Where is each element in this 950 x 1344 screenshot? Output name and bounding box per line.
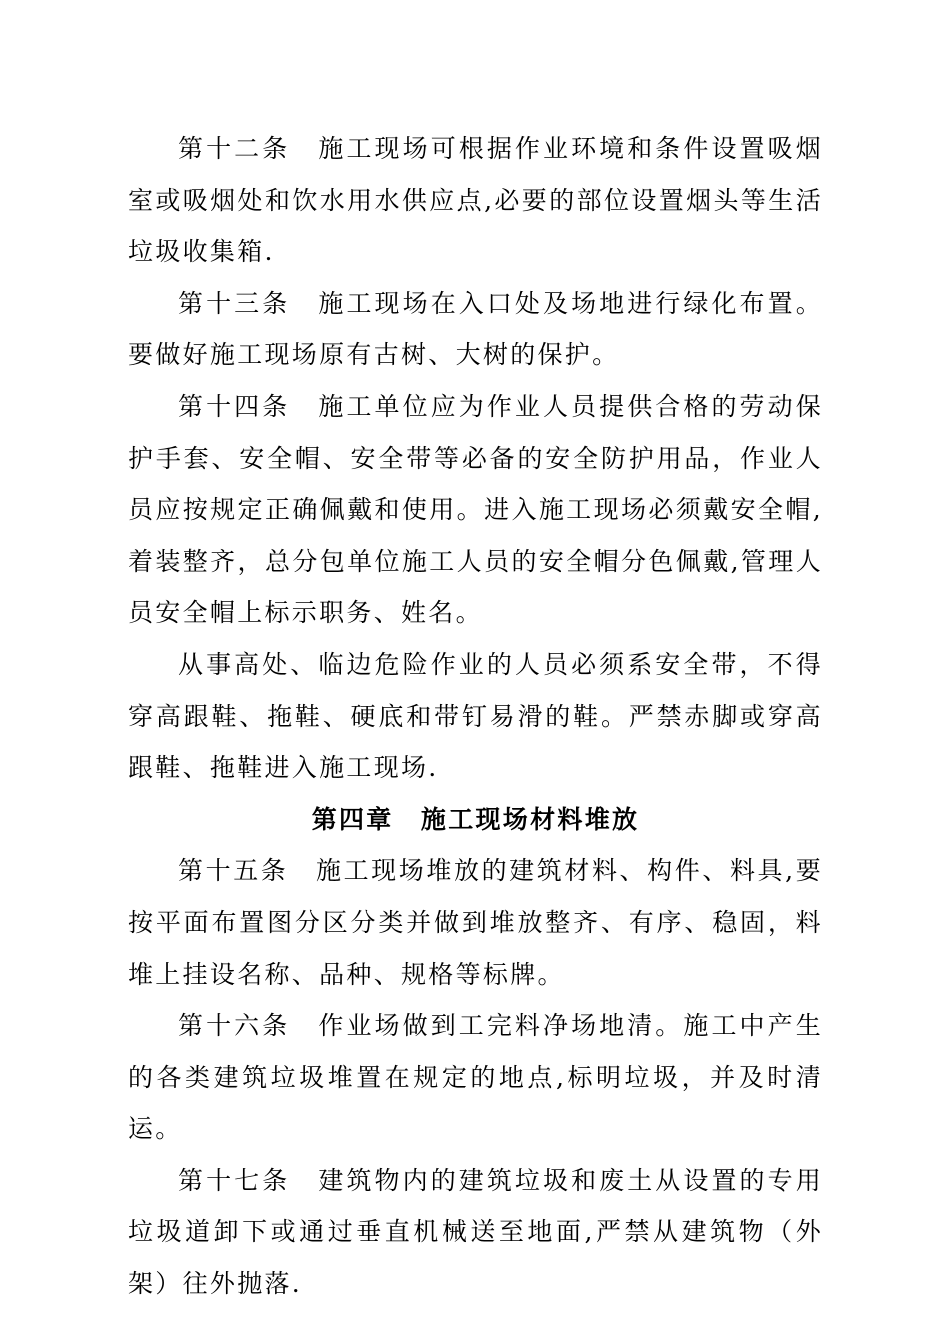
high-altitude-work-paragraph: 从事高处、临边危险作业的人员必须系安全带，不得穿高跟鞋、拖鞋、硬底和带钉易滑的鞋。严禁赤脚或穿高跟鞋、拖鞋进入施工现场.	[128, 649, 823, 783]
article-12-paragraph: 第十二条 施工现场可根据作业环境和条件设置吸烟室或吸烟处和饮水用水供应点,必要的部位设置烟头等生活垃圾收集箱.	[128, 134, 823, 267]
article-16-paragraph: 第十六条 作业场做到工完料净场地清。施工中产生的各类建筑垃圾堆置在规定的地点,标明垃圾，并及时清运。	[128, 1011, 823, 1144]
article-14-paragraph: 第十四条 施工单位应为作业人员提供合格的劳动保护手套、安全帽、安全带等必备的安全防护用品，作业人员应按规定正确佩戴和使用。进入施工现场必须戴安全帽,着装整齐，总分包单位施工人员的安全帽分色佩戴,管理人员安全帽上标示职务、姓名。	[128, 391, 823, 628]
article-13-paragraph: 第十三条 施工现场在入口处及场地进行绿化布置。要做好施工现场原有古树、大树的保护。	[128, 288, 823, 370]
article-15-paragraph: 第十五条 施工现场堆放的建筑材料、构件、料具,要按平面布置图分区分类并做到堆放整齐、有序、稳固，料堆上挂设名称、品种、规格等标牌。	[128, 856, 823, 989]
article-17-paragraph: 第十七条 建筑物内的建筑垃圾和废土从设置的专用垃圾道卸下或通过垂直机械送至地面,严禁从建筑物（外架）往外抛落.	[128, 1165, 823, 1299]
chapter-heading: 第四章 施工现场材料堆放	[311, 804, 640, 834]
document-page	[128, 123, 823, 1310]
